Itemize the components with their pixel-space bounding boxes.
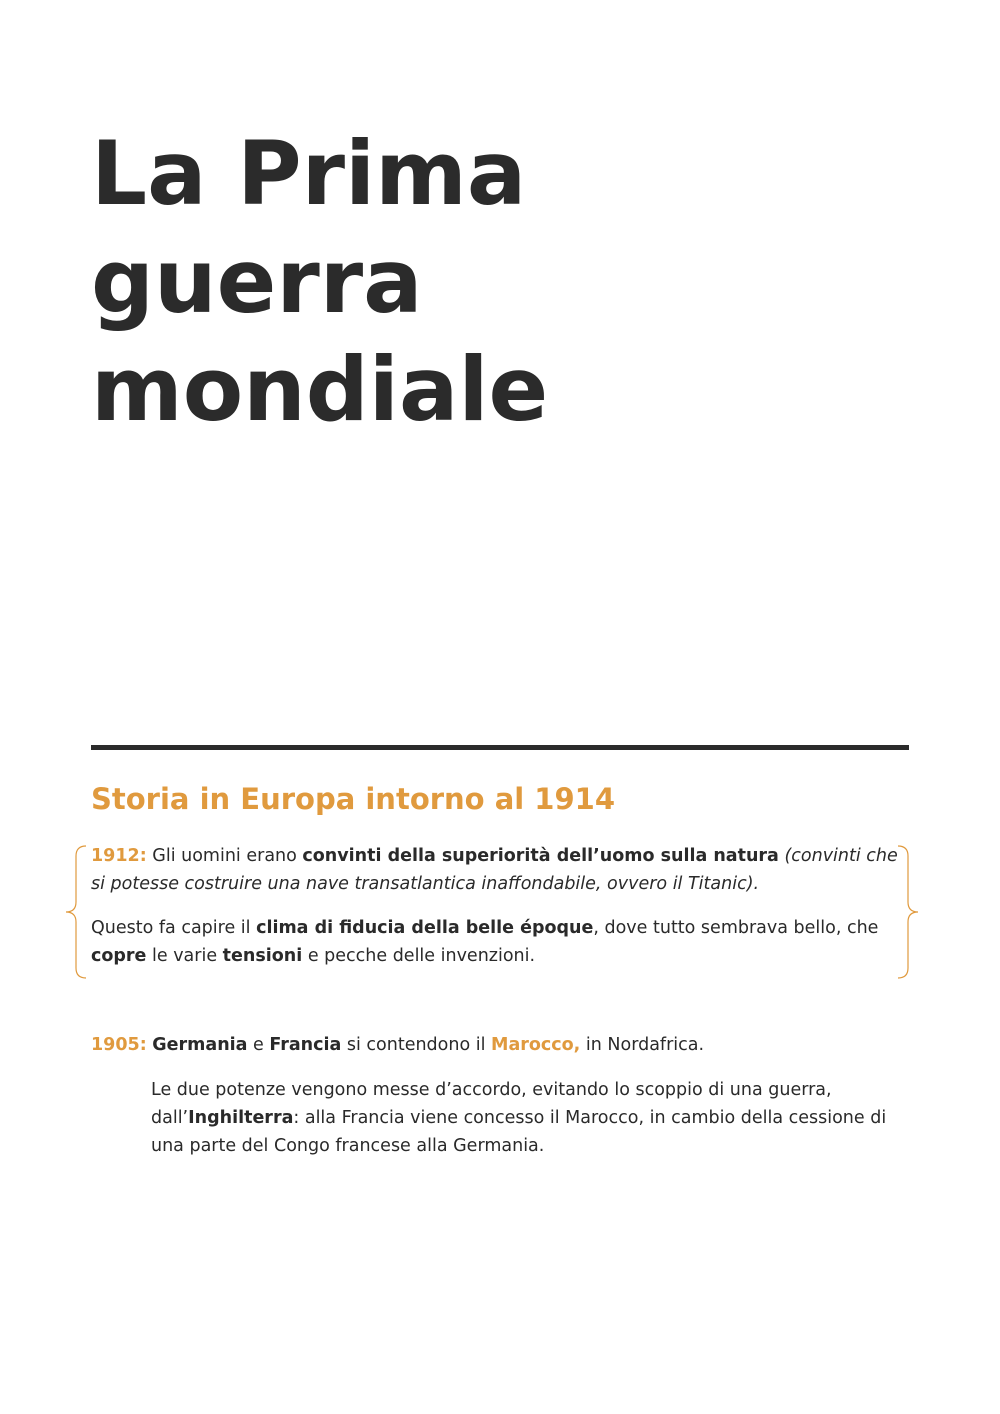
section-heading: Storia in Europa intorno al 1914 — [91, 782, 616, 816]
paragraph-belle-epoque — [91, 914, 911, 970]
year-label-1912: 1912: — [91, 846, 147, 866]
title-line-2: guerra — [91, 230, 423, 333]
text-span: in Nordafrica. — [580, 1035, 705, 1055]
title-line-3: mondiale — [91, 338, 549, 441]
text-span: e pecche delle invenzioni. — [302, 946, 536, 966]
bold-span: copre — [91, 946, 147, 966]
paragraph-morocco-agreement — [151, 1076, 911, 1160]
bold-span: Francia — [269, 1035, 342, 1055]
bold-span: clima di fiducia della belle époque — [256, 918, 594, 938]
text-span: : alla Francia viene concesso il Marocco, in cambio della cessione di una parte del Congo francese alla Germania. — [151, 1108, 887, 1156]
bold-span: convinti della superiorità dell’uomo sulla natura — [302, 846, 779, 866]
document-title — [91, 120, 791, 444]
title-line-1: La Prima — [91, 122, 527, 225]
highlight-span: Marocco, — [491, 1035, 581, 1055]
text-span: , dove tutto sembrava bello, che — [593, 918, 879, 938]
text-span: Le due potenze vengono messe d’accordo, evitando lo scoppio di una guerra, dall’ — [151, 1080, 832, 1128]
text-span: e — [247, 1035, 270, 1055]
bold-span: Germania — [152, 1035, 248, 1055]
section-divider — [91, 745, 909, 750]
bold-span: tensioni — [222, 946, 303, 966]
italic-span: (convinti che si potesse costruire una nave transatlantica inaffondabile, ovvero il Titanic). — [91, 846, 898, 894]
year-label-1905: 1905: — [91, 1035, 147, 1055]
paragraph-1912 — [91, 842, 911, 898]
text-span: Questo fa capire il — [91, 918, 257, 938]
bold-span: Inghilterra — [188, 1108, 294, 1128]
text-span: le varie — [146, 946, 223, 966]
paragraph-1905 — [91, 1031, 911, 1059]
text-span: Gli uomini erano — [146, 846, 303, 866]
text-span: si contendono il — [341, 1035, 492, 1055]
